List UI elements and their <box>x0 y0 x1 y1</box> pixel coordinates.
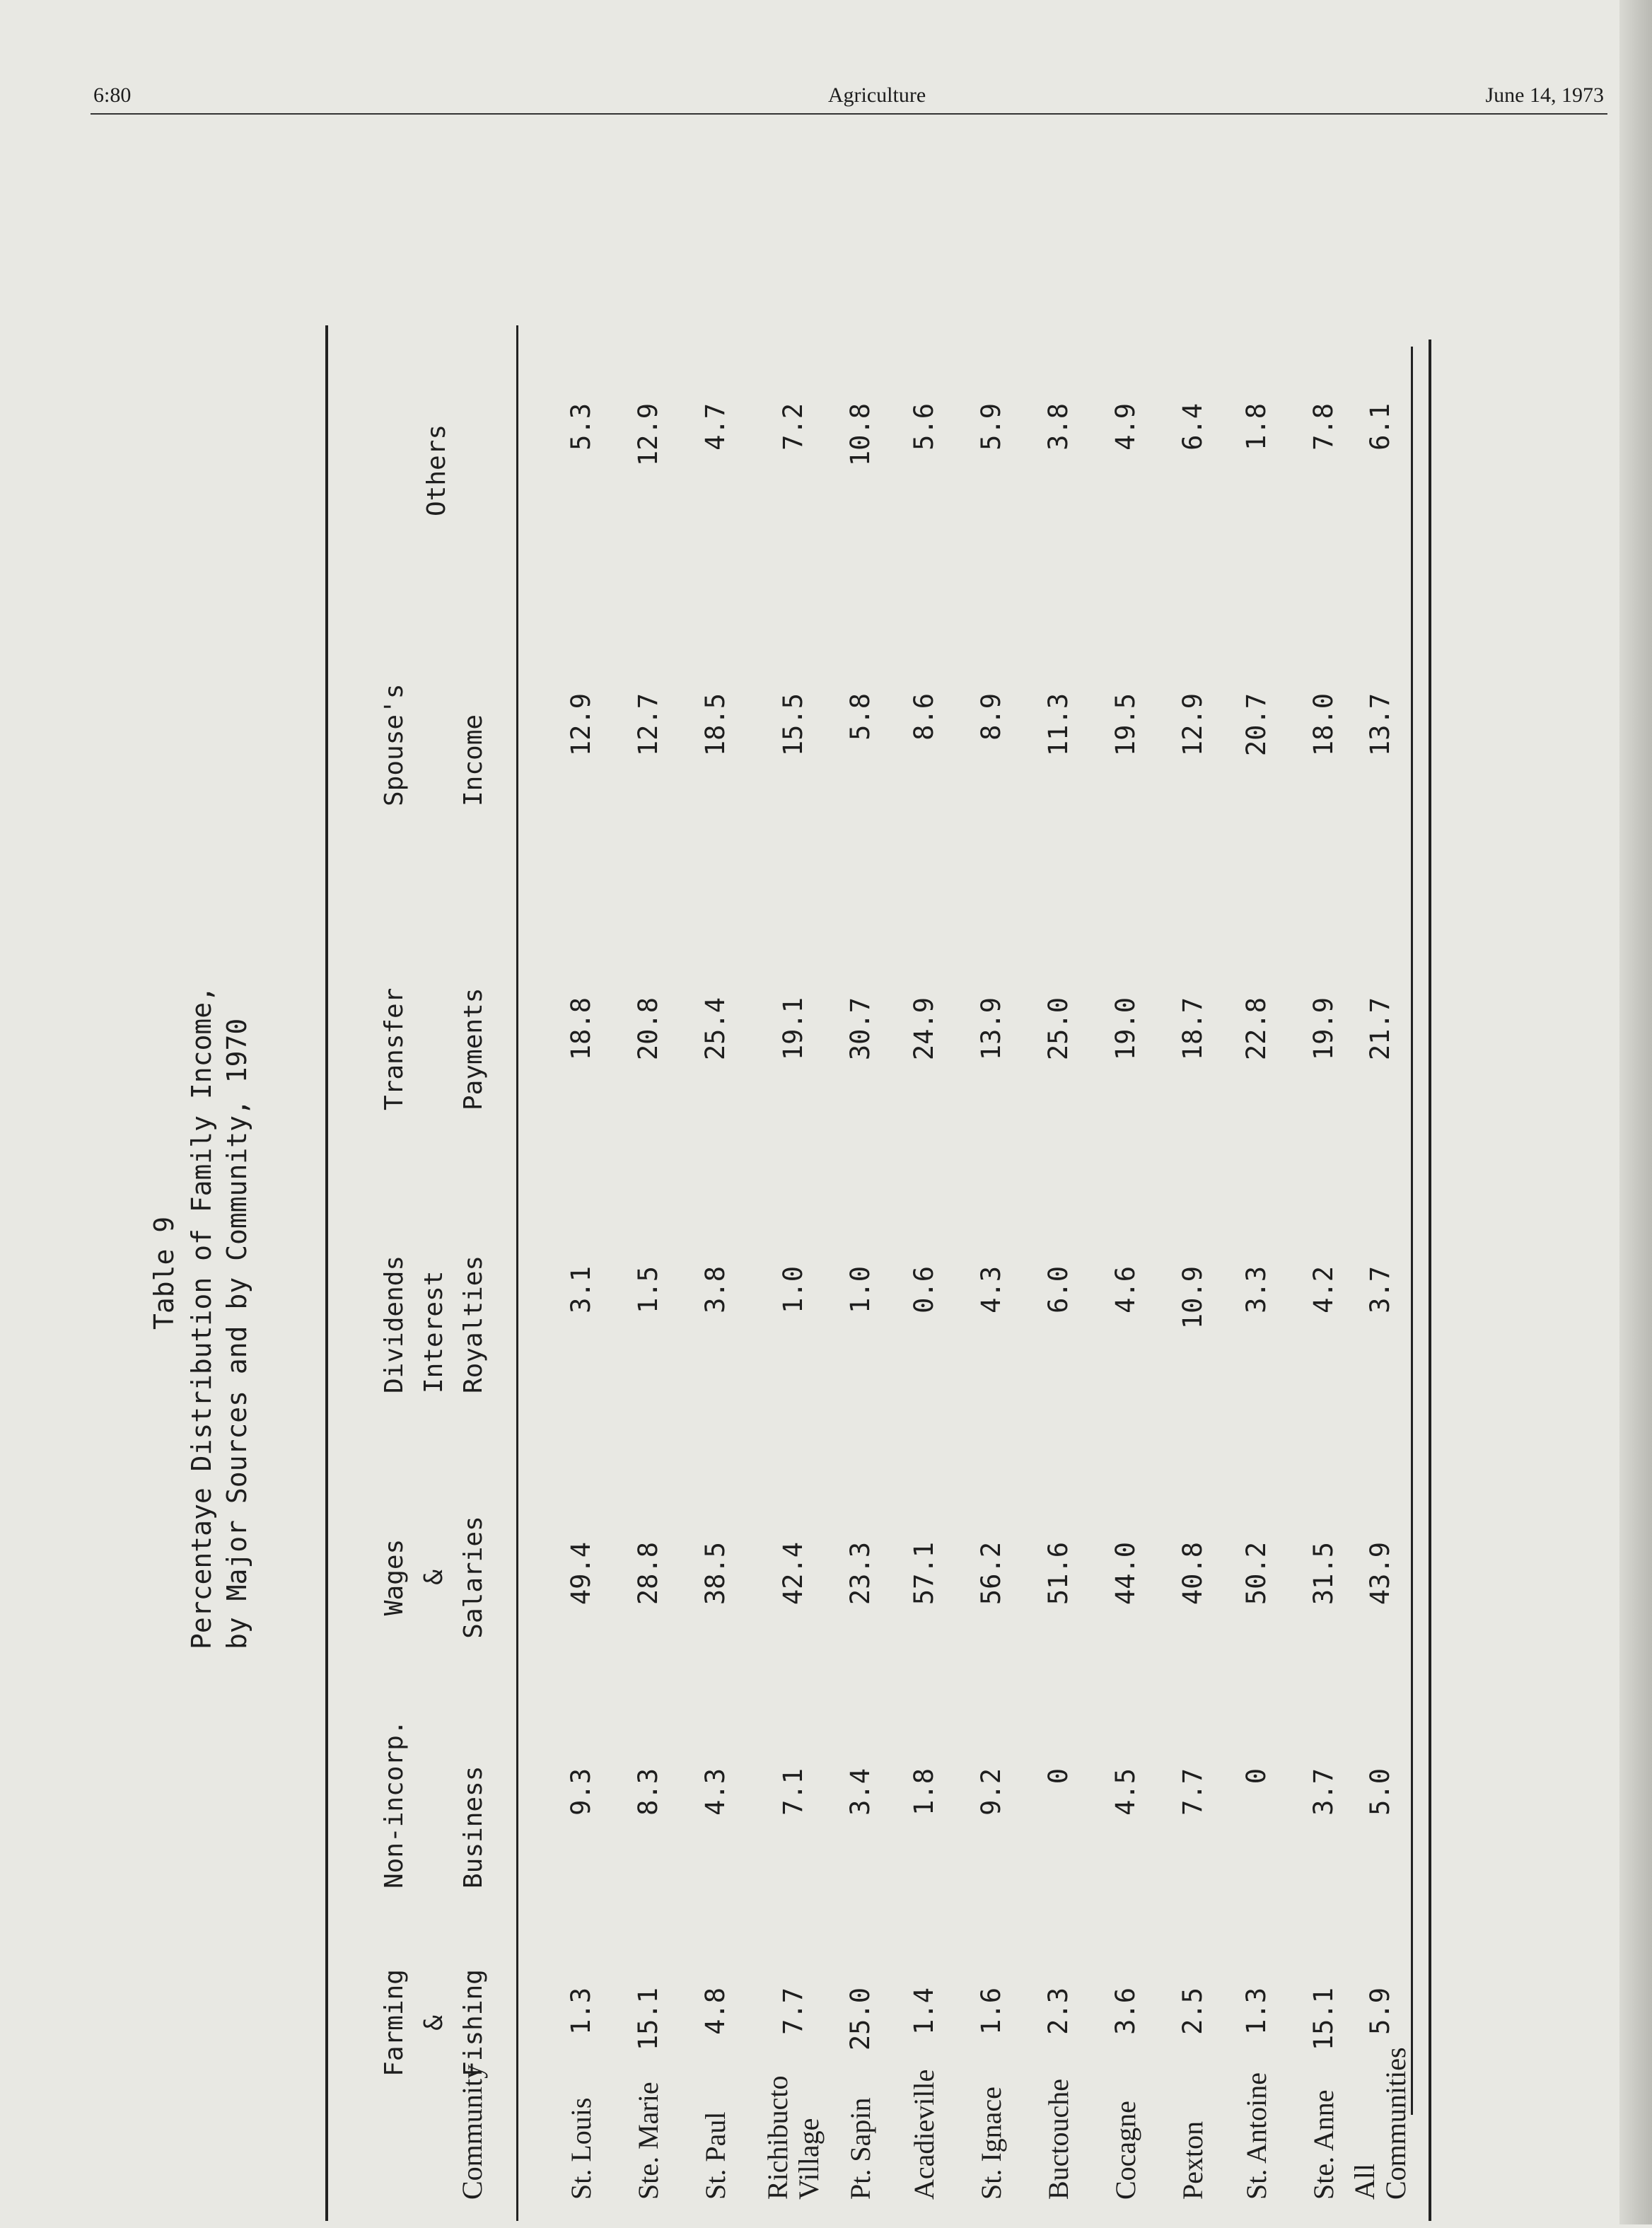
wages-value: 42.4 <box>778 1542 808 1606</box>
wages-value: 23.3 <box>845 1542 876 1606</box>
others-value: 5.3 <box>566 403 596 451</box>
table-bottom-rule <box>1429 340 1431 2221</box>
header-transfer: Transfer Payments <box>380 987 488 1110</box>
table-label: Table 9 <box>149 1216 180 1330</box>
table-row <box>566 318 629 2228</box>
wages-value: 38.5 <box>700 1542 731 1606</box>
table-row <box>976 318 1040 2228</box>
community-name: St. Antoine <box>1240 2072 1272 2200</box>
nonincorp-value: 7.1 <box>778 1768 808 1816</box>
header-dividends: Dividends Interest Royalties <box>380 1255 488 1393</box>
transfer-value: 19.9 <box>1308 997 1339 1061</box>
dividends-value: 3.8 <box>700 1266 731 1313</box>
nonincorp-value: 4.3 <box>700 1768 731 1816</box>
others-value: 12.9 <box>633 403 663 467</box>
transfer-value: 30.7 <box>845 997 876 1061</box>
dividends-value: 10.9 <box>1177 1266 1208 1330</box>
transfer-value: 25.4 <box>700 997 731 1061</box>
community-name: St. Paul <box>699 2111 731 2200</box>
table-row <box>1349 318 1429 2228</box>
spouse-value: 12.9 <box>566 693 596 757</box>
table-row <box>1241 318 1305 2228</box>
nonincorp-value: 3.4 <box>845 1768 876 1816</box>
header-nonincorp: Non-incorp. Business <box>380 1719 488 1888</box>
dividends-value: 4.2 <box>1308 1266 1339 1313</box>
header-others: Others <box>422 424 451 516</box>
dividends-value: 3.1 <box>566 1266 596 1313</box>
page-number: 6:80 <box>93 83 132 107</box>
wages-value: 51.6 <box>1043 1542 1074 1606</box>
rotated-table <box>99 106 1429 2228</box>
table-row <box>1043 318 1107 2228</box>
farming-value: 7.7 <box>778 1988 808 2035</box>
others-value: 1.8 <box>1241 403 1272 451</box>
farming-value: 2.3 <box>1043 1988 1074 2035</box>
issue-date: June 14, 1973 <box>1485 83 1604 107</box>
transfer-value: 18.8 <box>566 997 596 1061</box>
spouse-value: 12.9 <box>1177 693 1208 757</box>
spouse-value: 5.8 <box>845 693 876 741</box>
wages-value: 28.8 <box>633 1542 663 1606</box>
community-name: Pt. Sapin <box>844 2097 876 2200</box>
farming-value: 5.9 <box>1365 1988 1395 2035</box>
farming-value: 1.4 <box>909 1988 939 2035</box>
nonincorp-value: 3.7 <box>1308 1768 1339 1816</box>
community-name: Pexton <box>1177 2120 1209 2200</box>
community-name: Ste. Anne <box>1308 2089 1339 2200</box>
others-value: 5.6 <box>909 403 939 451</box>
dividends-value: 0.6 <box>909 1266 939 1313</box>
nonincorp-value: 5.0 <box>1365 1768 1395 1816</box>
others-value: 7.2 <box>778 403 808 451</box>
transfer-value: 24.9 <box>909 997 939 1061</box>
wages-value: 50.2 <box>1241 1542 1272 1606</box>
wages-value: 56.2 <box>976 1542 1006 1606</box>
dividends-value: 4.6 <box>1110 1266 1141 1313</box>
transfer-value: 19.1 <box>778 997 808 1061</box>
community-name: Acadieville <box>908 2069 940 2200</box>
table-row <box>1110 318 1174 2228</box>
others-value: 7.8 <box>1308 403 1339 451</box>
header-spouse: Spouse's Income <box>380 683 488 806</box>
wages-value: 44.0 <box>1110 1542 1141 1606</box>
nonincorp-value: 1.8 <box>909 1768 939 1816</box>
table-row <box>909 318 972 2228</box>
header-farming: Farming & Fishing <box>380 1969 488 2077</box>
section-title: Agriculture <box>827 83 926 107</box>
farming-value: 15.1 <box>633 1988 663 2051</box>
dividends-value: 1.0 <box>778 1266 808 1313</box>
wages-value: 31.5 <box>1308 1542 1339 1606</box>
farming-value: 1.3 <box>1241 1988 1272 2035</box>
nonincorp-value: 8.3 <box>633 1768 663 1816</box>
spouse-value: 15.5 <box>778 693 808 757</box>
community-name: Richibucto Village <box>762 2075 825 2200</box>
spouse-value: 18.5 <box>700 693 731 757</box>
nonincorp-value: 7.7 <box>1177 1768 1208 1816</box>
spouse-value: 18.0 <box>1308 693 1339 757</box>
transfer-value: 21.7 <box>1365 997 1395 1061</box>
wages-value: 57.1 <box>909 1542 939 1606</box>
spouse-value: 8.6 <box>909 693 939 741</box>
farming-value: 15.1 <box>1308 1988 1339 2051</box>
spouse-value: 12.7 <box>633 693 663 757</box>
table-header-rule <box>516 325 518 2221</box>
others-value: 6.1 <box>1365 403 1395 451</box>
community-name: Ste. Marie <box>632 2082 664 2200</box>
farming-value: 4.8 <box>700 1988 731 2035</box>
dividends-value: 3.3 <box>1241 1266 1272 1313</box>
farming-value: 3.6 <box>1110 1988 1141 2035</box>
nonincorp-value: 9.2 <box>976 1768 1006 1816</box>
header-wages: Wages & Salaries <box>380 1516 488 1639</box>
community-name: Buctouche <box>1042 2078 1074 2200</box>
wages-value: 40.8 <box>1177 1542 1208 1606</box>
dividends-value: 3.7 <box>1365 1266 1395 1313</box>
table-row <box>1177 318 1241 2228</box>
dividends-value: 4.3 <box>976 1266 1006 1313</box>
farming-value: 1.6 <box>976 1988 1006 2035</box>
dividends-value: 1.0 <box>845 1266 876 1313</box>
spouse-value: 13.7 <box>1365 693 1395 757</box>
community-name: Cocagne <box>1110 2101 1141 2200</box>
transfer-value: 19.0 <box>1110 997 1141 1061</box>
wages-value: 43.9 <box>1365 1542 1395 1606</box>
transfer-value: 20.8 <box>633 997 663 1061</box>
farming-value: 2.5 <box>1177 1988 1208 2035</box>
spouse-value: 19.5 <box>1110 693 1141 757</box>
transfer-value: 25.0 <box>1043 997 1074 1061</box>
table-row <box>633 318 697 2228</box>
transfer-value: 18.7 <box>1177 997 1208 1061</box>
table-top-rule <box>325 325 328 2221</box>
table-row <box>845 318 909 2228</box>
community-name: All Communities <box>1349 2047 1412 2200</box>
others-value: 4.9 <box>1110 403 1141 451</box>
transfer-value: 22.8 <box>1241 997 1272 1061</box>
community-name: St. Ignace <box>975 2087 1007 2200</box>
dividends-value: 1.5 <box>633 1266 663 1313</box>
header-community: Community <box>456 2064 488 2200</box>
nonincorp-value: 0 <box>1241 1768 1272 1785</box>
others-value: 5.9 <box>976 403 1006 451</box>
farming-value: 1.3 <box>566 1988 596 2035</box>
table-row <box>1308 318 1372 2228</box>
table-row <box>700 318 764 2228</box>
dividends-value: 6.0 <box>1043 1266 1074 1313</box>
others-value: 10.8 <box>845 403 876 467</box>
others-value: 4.7 <box>700 403 731 451</box>
table-caption: Percentaye Distribution of Family Income, by Major Sources and by Community, 1970 <box>186 986 252 1649</box>
transfer-value: 13.9 <box>976 997 1006 1061</box>
nonincorp-value: 4.5 <box>1110 1768 1141 1816</box>
spouse-value: 20.7 <box>1241 693 1272 757</box>
spouse-value: 11.3 <box>1043 693 1074 757</box>
others-value: 3.8 <box>1043 403 1074 451</box>
spouse-value: 8.9 <box>976 693 1006 741</box>
page-edge-shadow <box>1619 0 1652 2224</box>
others-value: 6.4 <box>1177 403 1208 451</box>
farming-value: 25.0 <box>845 1988 876 2051</box>
wages-value: 49.4 <box>566 1542 596 1606</box>
nonincorp-value: 9.3 <box>566 1768 596 1816</box>
table-row <box>762 318 842 2228</box>
nonincorp-value: 0 <box>1043 1768 1074 1785</box>
community-name: St. Louis <box>565 2097 597 2200</box>
